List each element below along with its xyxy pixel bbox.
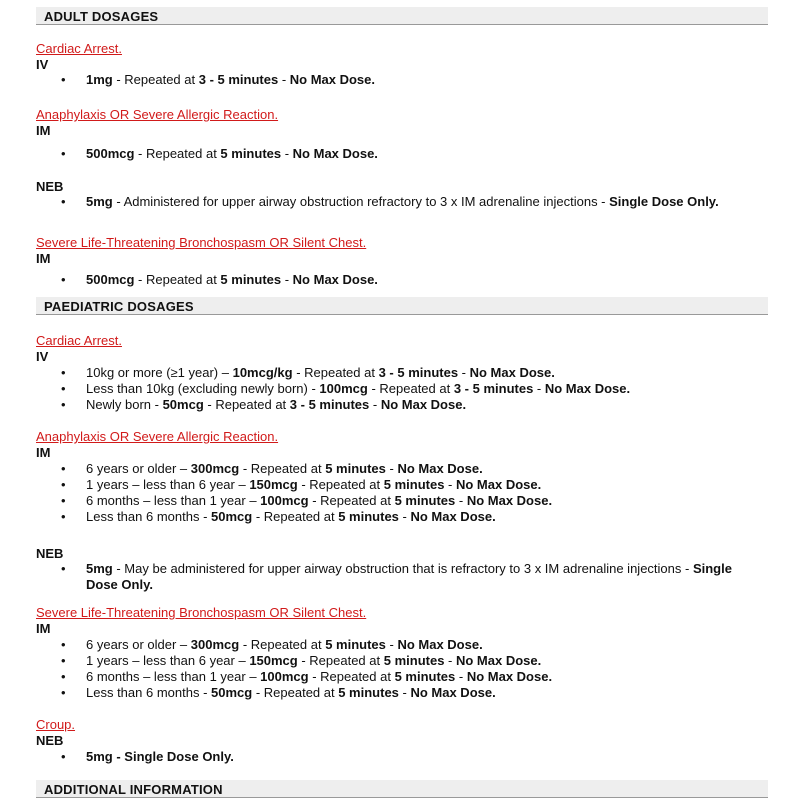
route-label: IM [36, 445, 51, 460]
condition-link[interactable]: Anaphylaxis OR Severe Allergic Reaction. [36, 107, 279, 122]
dose-list [36, 749, 756, 765]
paed-bronchospasm [36, 605, 756, 701]
route-label: NEB [36, 546, 64, 561]
list-item: • Less than 6 months - 50mcg - Repeated at 5 minutes - No Max Dose. [36, 685, 756, 701]
list-item: • Newly born - 50mcg - Repeated at 3 - 5 minutes - No Max Dose. [36, 397, 756, 413]
route-label: IM [36, 621, 51, 636]
condition-link[interactable]: Severe Life-Threatening Bronchospasm OR Silent Chest. [36, 235, 367, 250]
route-label: IV [36, 57, 49, 72]
route-label: IM [36, 251, 51, 266]
section-header-paediatric [36, 297, 768, 315]
dose-list [36, 461, 756, 525]
list-item: • 6 months – less than 1 year – 100mcg - Repeated at 5 minutes - No Max Dose. [36, 669, 756, 685]
dose-list [36, 146, 756, 162]
dose-list [36, 272, 756, 288]
list-item: • 5mg - May be administered for upper airway obstruction that is refractory to 3 x IM adrenaline injections - Single Dose Only. [36, 561, 756, 593]
condition-link[interactable]: Croup. [36, 717, 76, 732]
list-item: • Less than 6 months - 50mcg - Repeated at 5 minutes - No Max Dose. [36, 509, 756, 525]
section-title: ADDITIONAL INFORMATION [44, 782, 223, 797]
list-item: • 500mcg - Repeated at 5 minutes - No Max Dose. [36, 146, 756, 162]
list-item: • Less than 10kg (excluding newly born) - 100mcg - Repeated at 3 - 5 minutes - No Max Dose. [36, 381, 756, 397]
adult-cardiac-arrest [36, 41, 756, 88]
list-item: • 5mg - Single Dose Only. [36, 749, 756, 765]
condition-link[interactable]: Cardiac Arrest. [36, 333, 122, 348]
list-item: • 5mg - Administered for upper airway obstruction refractory to 3 x IM adrenaline injections - Single Dose Only. [36, 194, 756, 210]
dose-list [36, 561, 756, 593]
dose-list [36, 194, 756, 210]
dose-list [36, 637, 756, 701]
list-item: • 6 months – less than 1 year – 100mcg - Repeated at 5 minutes - No Max Dose. [36, 493, 756, 509]
paed-anaphylaxis [36, 429, 756, 593]
condition-link[interactable]: Cardiac Arrest. [36, 41, 122, 56]
dose-list [36, 72, 756, 88]
list-item: • 10kg or more (≥1 year) – 10mcg/kg - Repeated at 3 - 5 minutes - No Max Dose. [36, 365, 756, 381]
list-item: • 6 years or older – 300mcg - Repeated at 5 minutes - No Max Dose. [36, 461, 756, 477]
condition-link[interactable]: Anaphylaxis OR Severe Allergic Reaction. [36, 429, 279, 444]
section-header-adult [36, 7, 768, 25]
section-title: ADULT DOSAGES [44, 9, 159, 24]
list-item: • 1mg - Repeated at 3 - 5 minutes - No Max Dose. [36, 72, 756, 88]
route-label: IV [36, 349, 49, 364]
list-item: • 1 years – less than 6 year – 150mcg - Repeated at 5 minutes - No Max Dose. [36, 653, 756, 669]
list-item: • 1 years – less than 6 year – 150mcg - Repeated at 5 minutes - No Max Dose. [36, 477, 756, 493]
list-item: • 500mcg - Repeated at 5 minutes - No Max Dose. [36, 272, 756, 288]
route-label: IM [36, 123, 51, 138]
section-title: PAEDIATRIC DOSAGES [44, 299, 194, 314]
adult-anaphylaxis [36, 107, 756, 210]
paed-croup [36, 717, 756, 765]
condition-link[interactable]: Severe Life-Threatening Bronchospasm OR Silent Chest. [36, 605, 367, 620]
route-label: NEB [36, 179, 64, 194]
list-item: • 6 years or older – 300mcg - Repeated at 5 minutes - No Max Dose. [36, 637, 756, 653]
route-label: NEB [36, 733, 64, 748]
paed-cardiac-arrest [36, 333, 756, 413]
dose-list [36, 365, 756, 413]
section-header-additional [36, 780, 768, 798]
adult-bronchospasm [36, 235, 756, 288]
